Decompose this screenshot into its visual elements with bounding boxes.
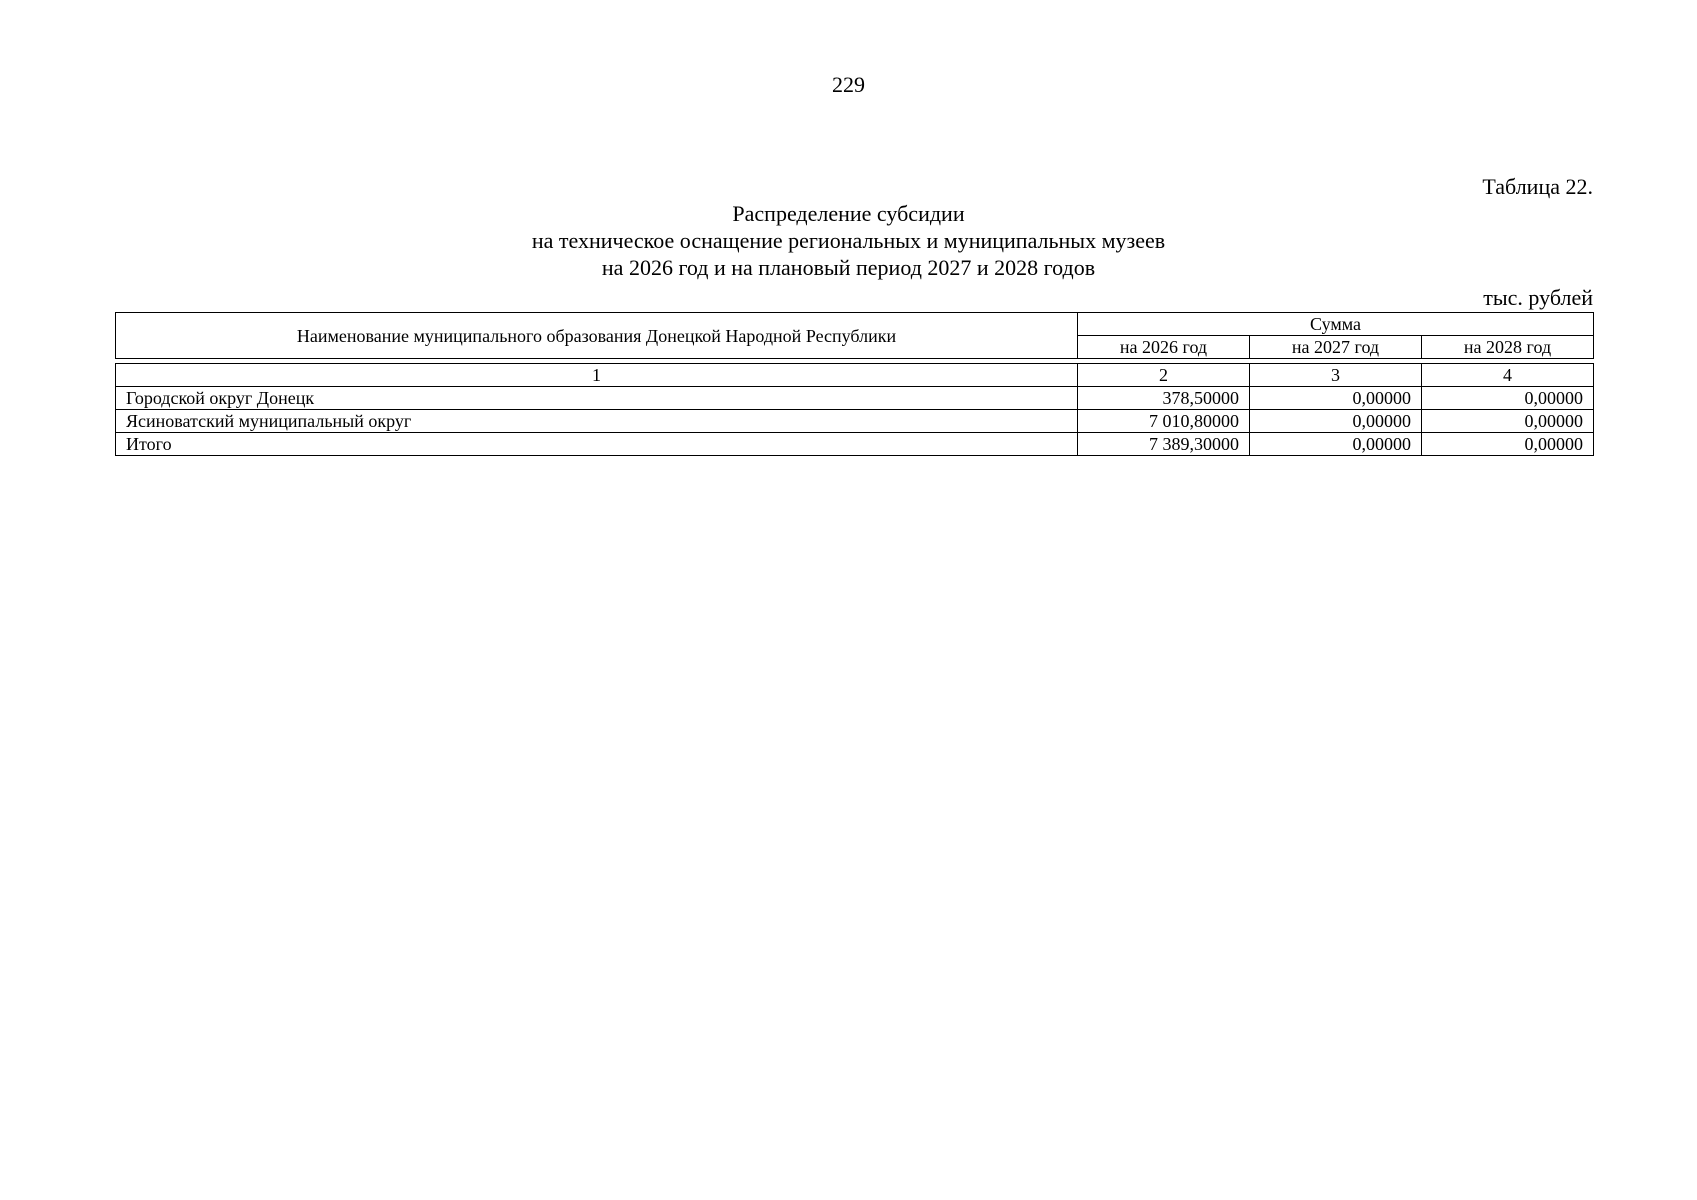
title-line-3: на 2026 год и на плановый период 2027 и 2028 годов — [601, 255, 1096, 280]
row-name: Городской округ Донецк — [116, 387, 1078, 410]
value-2026: 378,50000 — [1078, 387, 1250, 410]
page-number: 229 — [832, 72, 865, 97]
total-row — [116, 433, 1594, 456]
value-2028: 0,00000 — [1422, 433, 1594, 456]
column-number: 4 — [1422, 364, 1594, 387]
header-year-2028: на 2028 год — [1422, 336, 1594, 359]
value-2027: 0,00000 — [1250, 387, 1422, 410]
table-body — [115, 363, 1594, 456]
column-numbers-row — [116, 364, 1594, 387]
value-2026: 7 010,80000 — [1078, 410, 1250, 433]
table-row — [116, 410, 1594, 433]
header-year-2026: на 2026 год — [1078, 336, 1250, 359]
header-name-column: Наименование муниципального образования Донецкой Народной Республики — [116, 313, 1078, 359]
header-year-2027: на 2027 год — [1250, 336, 1422, 359]
value-2027: 0,00000 — [1250, 433, 1422, 456]
value-2026: 7 389,30000 — [1078, 433, 1250, 456]
title-line-1: Распределение субсидии — [732, 201, 965, 226]
value-2028: 0,00000 — [1422, 387, 1594, 410]
value-2027: 0,00000 — [1250, 410, 1422, 433]
table-row — [116, 387, 1594, 410]
table-header — [115, 312, 1594, 359]
units-label: тыс. рублей — [1483, 285, 1593, 310]
column-number: 1 — [116, 364, 1078, 387]
table-caption: Таблица 22. — [1482, 174, 1593, 199]
row-name: Итого — [116, 433, 1078, 456]
column-number: 2 — [1078, 364, 1250, 387]
header-sum-group: Сумма — [1078, 313, 1594, 336]
title-line-2: на техническое оснащение региональных и муниципальных музеев — [531, 228, 1166, 253]
row-name: Ясиноватский муниципальный округ — [116, 410, 1078, 433]
document-title — [0, 200, 1697, 281]
column-number: 3 — [1250, 364, 1422, 387]
value-2028: 0,00000 — [1422, 410, 1594, 433]
